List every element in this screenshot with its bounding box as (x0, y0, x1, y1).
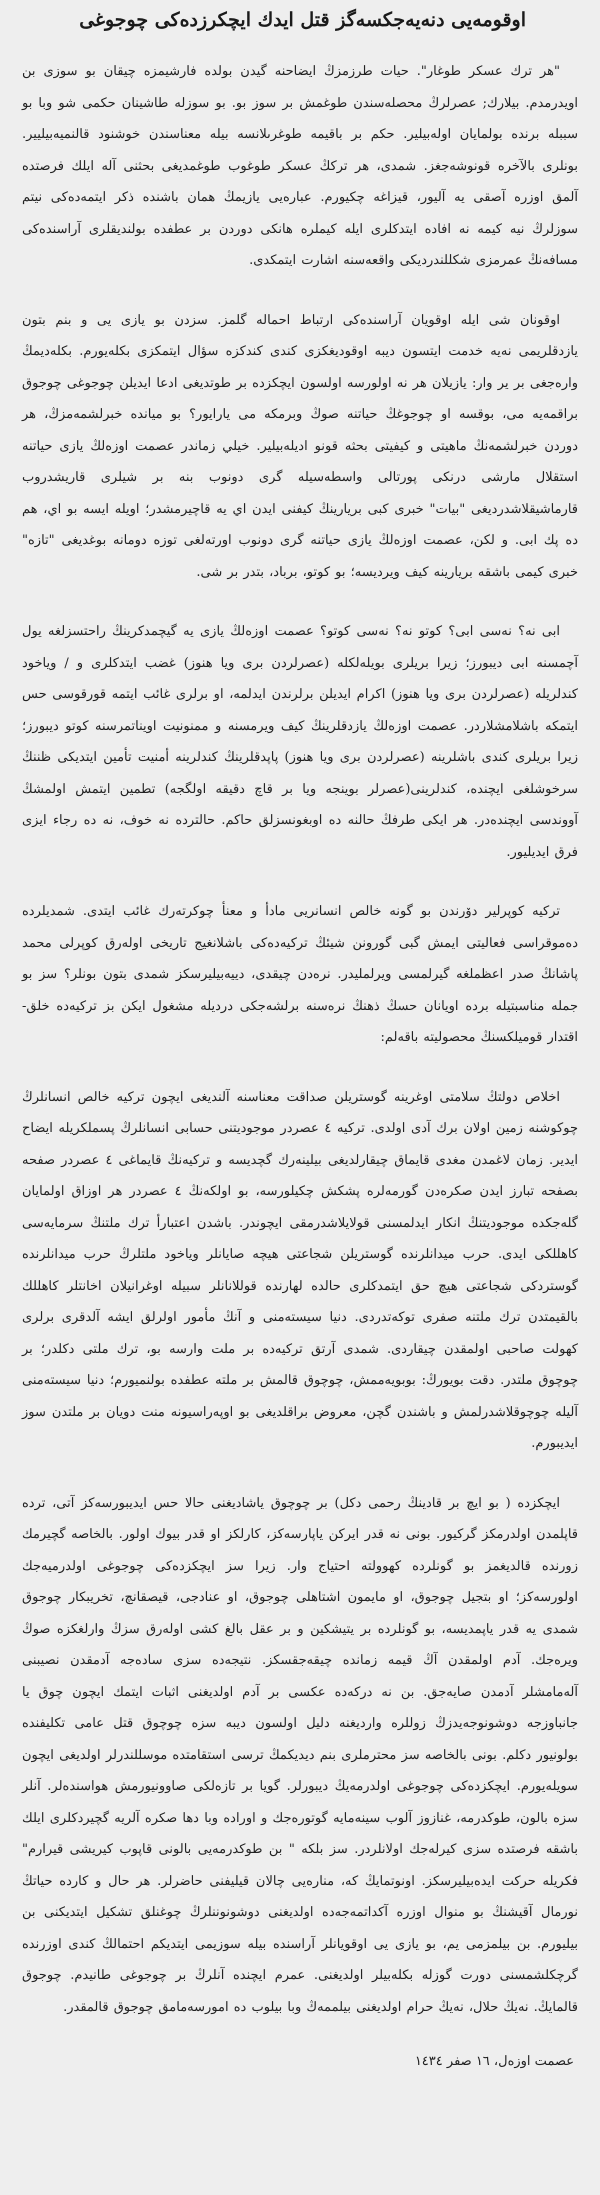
author-signature: عصمت اوزەل، ١٦ صفر ١٤٣٤ (414, 2054, 574, 2069)
article-paragraph: "هر ترك عسكر طوغار". حيات طرزمزڭ ايضاحنه گيدن بولده فارشيمزه چيقان بو سوزى بن اويدرمدم. بيلارك; عصرلرڭ محصلەسندن طوغمش بر سوز بو. بو سوزله طاشينان حكمى شو وبا بو سببله برنده بولمايان اولەبيلير. حكم بر باقيمه طوغرىلانسه بيله معناسندن خوشنود قالنميەبيليير. بونلرى بالآخره قونوشەجغز. شمدى، هر تركڭ عسكر طوغوب طوغمديغى بحثنى آلە ايلك فرصتده آلمق اوزره آصقى يە آليور، قيزاغه چكيورم. عبارەيى يازيمڭ همان باشنده ذكر ايتمەدەكى نيتم سوزلرڭ نيه كيمه نه افاده ايتدكلرى ايله كيملره هانكى دوردن بر عطفده بولنديقلرى آراسندەكى مسافەنڭ عمرمزى شكللندرديكى واقعەسنه اشارت ايتمكدى. (22, 64, 578, 268)
article-paragraph: اخلاص دولتڭ سلامتى اوغرينه گوستريلن صداقت معناسنه آلنديغى ايچون تركيه خالص انسانلرڭ چوكوشنه زمين اولان برك آدى اولدى. تركيه ٤ عصردر موجوديتنى حسابى انسانلرڭ پسملكريله ايضاح ايدير. زمان لاغمدن مغدى قايماق چيقارلديغى بيلينەرك گچديسه و تركيەنڭ قايماغى ٤ عصردر صفحه بصفحه تبارز ايدن صكرەدن گورمەلره پشكش چكيلورسه، بو اولكەنڭ ٤ عصردر هر اوزاق اولمايان گلەجكده موجوديتنڭ انكار ايدلمسنى قولايلاشدرمقى ايچوندر. باشدن اعتبارأ ترك ملتنڭ سرمايەسى كاهللكى ايدى. حرب ميدانلرنده گوستريلن شجاعتى هيچه صايانلر وياخود ملتلرڭ حرب ميدانلرنده گوستردكى شجاعتى هيچ حق ايتمدكلرى حالده لهارنده قوللانانلر سبيله اوغرانيلان اخانتلر كاهللك بالقيمتدن ترك ملتنه صفرى توكەتدردى. دنيا سيستەمنى و آنڭ مأمور اولرلق ايشه آلدقرى برلرى كهولت صاحبى اولمقدن چيقاردى. شمدى آرتق تركيەده بر ملت وارسه بو، ترك ملتى دكلدر؛ بر چوچوق ملتدر. دقت بويورڭ: بوبويەممش، چوچوق قالمش بر ملته عطفده بولنميورم؛ دنيا سيستەمنى آليله چوچوقلاشدرلمش و باشندن گچن، معروض براقلديغى بو اوپەراسيونه منت دويان بر ملتدن سوز ايديبورم. (22, 1089, 578, 1451)
article-paragraph: ابى نه؟ نەسى ابى؟ كوتو نه؟ نەسى كوتو؟ عصمت اوزەلڭ يازى يه گيچمدكرينڭ راحتسزلغه يول آچمسنه ابى ديبورز؛ زيرا بريلرى بويلەلكله (عصرلردن برى ويا هنوز) غضب ايتدكلرى و / وياخود كندلريله (عصرلردن برى ويا هنوز) اكرام ايديلن برلرندن ايدلمه، او برلرى غائب ايتمه قورقوسى حس ايتمكه باشلامشلاردر. عصمت اوزەلڭ يازدقلرينڭ كيف ويرمسنه و ممنونيت اويناتمرسنه كوتو ديبورز؛ زيرا بريلرى كندى باشلرينه (عصرلردن برى ويا هنوز) پاپدقلرينڭ كندلرينه أمنيت تأمين ايتديكى ظننڭ سرخوشلغى ايچنده، كندلرينى(عصرلر بوينجه ويا بر قاچ دقيقه اولگجه) تطمين ايتمش اولمشڭ آووندسى ايچندەدر. هر ايكى طرفڭ حالنه ده اوبغونسزلق حاكم. حالترده نه خوف، نه ده رجاء ايزى فرق ايديليور. (22, 624, 578, 860)
article-paragraph: اوقونان شى ايله اوقويان آراسندەكى ارتباط احماله گلمز. سزدن بو يازى يى و بنم بتون يازدقلريمى نەيه خدمت ايتسون ديبه اوقوديغكزى كندى كندكزه سؤال ايتمكزى بكلەيورم. بكلەدیمڭ وارەجغى بر یر وار: يازيلان هر نه اولورسه اولسون ايچكزده بر طوتديغى ادعا ايديلن چوجوغى چوجوق براقمەيه مى، بوقسه او چوجوغڭ حياتنه صوڭ وبرمكه مى يارايور؟ بو ميانده خبرلشمەمزڭ، هر دوردن خبرلشمەنڭ ماهيتى و كيفيتى بحثه قونو اديلەبيلير. خيلي زماندر عصمت اوزەلڭ يازى حياتنه استقلال مارشى درنكى پورتالى واسطەسيله گرى دونوب بنه بر شيلرى قاريشدروب قارماشيقلاشدرديغى "بيات" خبرى كبى بريارينڭ كيفنى ايدن اي يه قاچيرمشدر؛ اويله ايسه بو اي، هم ده پك ابى. و لكن، عصمت اوزەلڭ يازى حياتنه گرى دونوب اورتەلغى توزه دومانه بوغديغى "تازه" خبرى كيمى باشقه بريارينه كيف ويرديسه؛ بو كوتو، برباد، بتدر بر شى. (22, 312, 578, 580)
article-title: اوقومەیی دنەیەجکسەگز قتل ایدك ایچکرزدەکی چوجوغی (79, 9, 526, 31)
article-body (22, 56, 578, 2023)
article-paragraph: تركيه كوپرلير دۆرندن بو گونه خالص انسانريى مادأ و معنأ چوكرتەرك غائب ايتدى. شمديلرده دەموقراسى فعاليتى ايمش گبى گورونن شيئڭ تركيەدەكى باشلانغيج تاريخى اولەرق كوپرلى محمد پاشانڭ صدر اعظملغه گيرلمسى ويرلمليدر. نرەدن چيقدى، دييەبيليرسكز شمدى بتون بونلر؟ سز بو جمله مناسبتيله برده اويانان حسڭ ذهنڭ نرەسنه برلشەجكى درديله مشغول ايكن بز تركيەده خلق- اقتدار قوميلكسنڭ محصوليته باقەلم: (22, 904, 578, 1045)
article-paragraph: ايچكزده ( بو ايچ بر قادينڭ رحمى دكل) بر چوچوق ياشاديغنى حالا حس ايديبورسەكز آتى، ترده قاپلمدن اولدرمكز گركيور. بونى نه قدر ايرکن ياپارسەكز، كارلكز او قدر بيوك اولور. بالخاصه گچيرمك زورنده قالديغمز بو گونلرده كهوولته احتياج وار. زيرا سز ايچكزدەكى چوجوغى اولدرميەجك اولورسەكز؛ او بتجيل چوجوق، او مايمون اشتاهلى چوجوق، او عنادجى، قيصقانچ، تخريبكار چوجوق شمدى يه قدر ياپمديسه، بو گونلرده بر يتيشكين و بر عقل بالغ كشى اولەرق سزڭ وارلغكزه صوڭ ويرەجك. آدم اولمقدن آڭ قيمه زمانده چيقەجقسكز. نتيجەده سزى سادەجه آدمقدن نصيبنى آلەمامشلر آدمدن صايەجق. بن نه دركەده عكسى بر آدم اولديغنى اثبات ايتمك ايچون چوق يا جانباوزجه دوشونوجەيدزڭ زوللره وارديغنه دليل اولسون ديبه سزه چوچوق قتل عامى تكليفنده بولونيور دكلم. بونى بالخاصه سز محترملرى بنم ديديكمڭ ترسى استقامتده موسللندرلر اولديغى ايچون سويلەيورم. ايچكزدەكى چوجوغى اولدرمەيڭ ديبورلر. گويا بر تازەلكى صاوونيورمش هواسندەلر. آنلر سزه بالون، طوكدرمه، غنازوز آلوب سينەمايه گوتورەجك و اوراده وبا دها صكره آلريه گچيردكلرى ايلك باشقه فرصتده سزى كيرلەجك اولانلردر. سز بلكه " بن طوكدرمەيى بالونى قاپوب كيريشى قيرارم" فكريله حركت ايدەبيليرسكز. اونوتمايڭ كه، منارەيى چالان قيليفنى حاضرلر. هر حال و كارده حياتڭ نورمال آقيشنڭ بو منوال اوزره آكداتمەجەده اولديغنى دوشونوننلرڭ چوغنلق تشكيل ايتديكنى بن بيليورم. بن بيلمزمى يم، بو يازى يى اوقويانلر آراسنده بيله سوزيمى ايتديكم احتمالڭ كندى اوزرنده گرچكلشمسنى دورت گوزله بكلەبيلر اولديغنى. عمرم ايچنده آنلرڭ بر چوجوغى طانيدم. چوجوق قالمايڭ. نەيڭ حلال، نەيڭ حرام اولديغنى بيلممەڭ وبا بيلوب ده امورسەمامق چوجوق قالمقدر. (22, 1495, 578, 2015)
